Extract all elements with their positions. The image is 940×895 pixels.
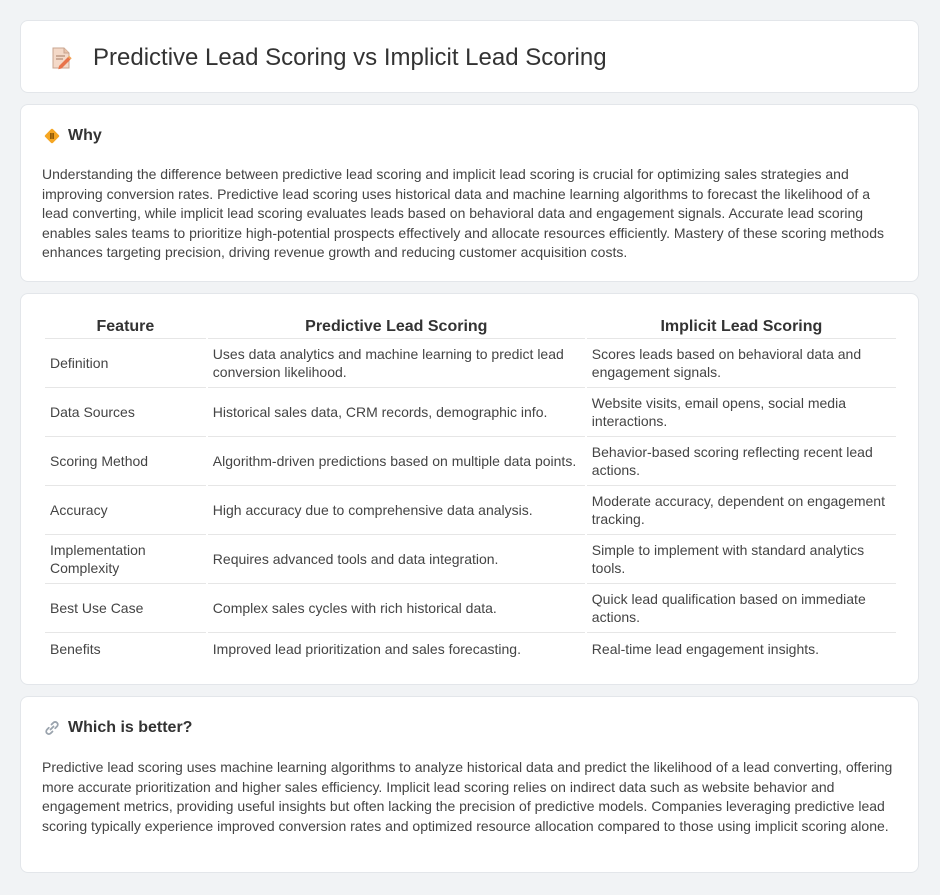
better-text: Predictive lead scoring uses machine learning algorithms to analyze historical data and predict the likelihood of a lead converting, offering more accurate prioritization and higher sales efficiency. Implicit lead scoring relies on indirect data such as website behavior and engagement metrics, providing useful insights but often lacking the precision of predictive models. Companies leveraging predictive lead scoring typically experience improved conversion rates and optimized resource allocation compared to those using implicit scoring alone.: [42, 759, 893, 834]
predictive-cell: Algorithm-driven predictions based on multiple data points.: [208, 437, 585, 486]
predictive-cell: Improved lead prioritization and sales forecasting.: [212, 640, 521, 657]
table-header-row: [45, 315, 896, 339]
predictive-cell: High accuracy due to comprehensive data analysis.: [208, 486, 585, 535]
header-implicit: Implicit Lead Scoring: [587, 315, 896, 339]
table-row: [45, 339, 896, 388]
header-feature: Feature: [45, 315, 206, 339]
predictive-cell: Requires advanced tools and data integration.: [208, 535, 585, 584]
table-row: [45, 633, 896, 664]
feature-cell: Benefits: [50, 640, 101, 657]
table-row: [45, 437, 896, 486]
comparison-table: [43, 315, 898, 664]
feature-cell: Implementation Complexity: [45, 535, 206, 584]
why-heading-row: [43, 127, 102, 145]
table-row: [45, 584, 896, 633]
why-section: [20, 104, 919, 282]
implicit-cell: Simple to implement with standard analytics tools.: [587, 535, 896, 584]
implicit-cell: Behavior-based scoring reflecting recent lead actions.: [587, 437, 896, 486]
which-is-better-section: [20, 696, 919, 873]
implicit-cell: Website visits, email opens, social media interactions.: [587, 388, 896, 437]
table-row: [45, 486, 896, 535]
predictive-cell: Complex sales cycles with rich historical data.: [208, 584, 585, 633]
title-card: [20, 20, 919, 93]
implicit-cell: Scores leads based on behavioral data and engagement signals.: [587, 339, 896, 388]
better-heading: Which is better?: [68, 719, 193, 736]
document-pencil-icon: [48, 45, 74, 71]
predictive-cell: Uses data analytics and machine learning to predict lead conversion likelihood.: [208, 339, 585, 388]
why-heading: Why: [68, 127, 102, 144]
diamond-sign-icon: [43, 127, 61, 145]
link-icon: [43, 719, 61, 737]
header-predictive: Predictive Lead Scoring: [208, 315, 585, 339]
implicit-cell: Moderate accuracy, dependent on engagement tracking.: [587, 486, 896, 535]
why-text: Understanding the difference between predictive lead scoring and implicit lead scoring is crucial for optimizing sales strategies and improving conversion rates. Predictive lead scoring uses historical data and machine learning algorithms to forecast the likelihood of a lead converting, while implicit lead scoring evaluates leads based on behavioral data and engagement signals. Accurate lead scoring enables sales teams to prioritize high-potential prospects effectively and allocate resources efficiently. Mastery of these scoring methods enhances targeting precision, driving revenue growth and reducing customer acquisition costs.: [42, 166, 884, 261]
better-heading-row: [43, 719, 192, 737]
feature-cell: Scoring Method: [45, 437, 206, 486]
table-row: [45, 388, 896, 437]
title-row: [48, 44, 607, 72]
feature-cell: Accuracy: [45, 486, 206, 535]
comparison-section: [20, 293, 919, 685]
feature-cell: Definition: [45, 339, 206, 388]
feature-cell: Best Use Case: [45, 584, 206, 633]
table-row: [45, 535, 896, 584]
feature-cell: Data Sources: [45, 388, 206, 437]
predictive-cell: Historical sales data, CRM records, demographic info.: [208, 388, 585, 437]
implicit-cell: Real-time lead engagement insights.: [591, 640, 820, 657]
implicit-cell: Quick lead qualification based on immediate actions.: [587, 584, 896, 633]
page-title: Predictive Lead Scoring vs Implicit Lead Scoring: [93, 44, 607, 71]
